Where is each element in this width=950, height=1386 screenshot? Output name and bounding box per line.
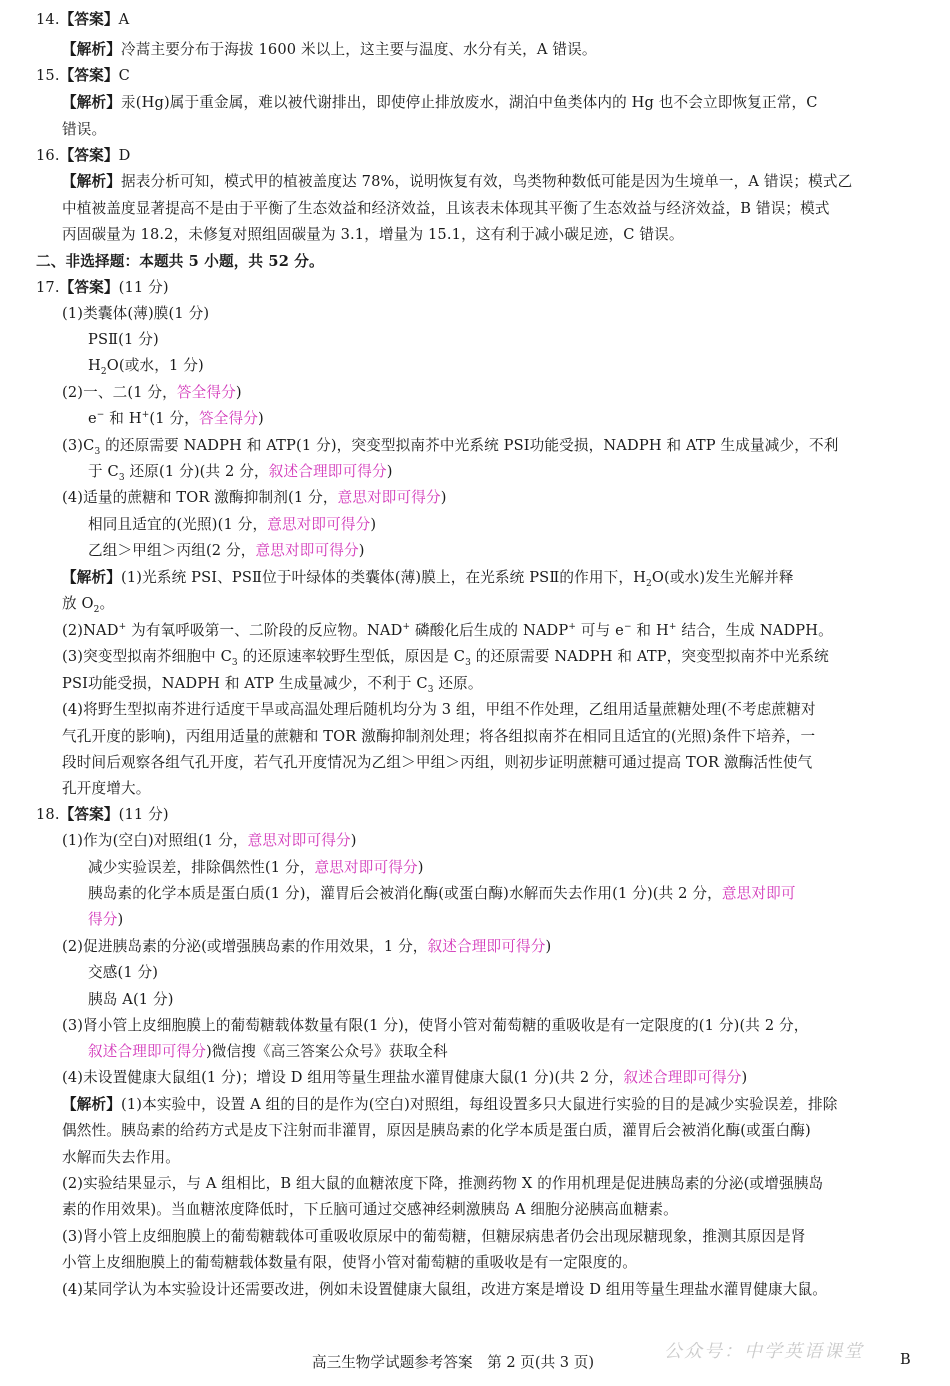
- q17-part1-line: PSⅡ(1 分): [88, 331, 159, 348]
- q17-part2: (2)一、二(1 分，答全得分): [62, 384, 242, 401]
- q16-analysis-cont: 中植被盖度显著提高不是由于平衡了生态效益和经济效益，且该表未体现其平衡了生态效益与经济效益，B 错误；模式: [62, 200, 830, 217]
- q18-analysis-4: (4)某同学认为本实验设计还需要改进，例如未设置健康大鼠组，改进方案是增设 D 组用等量生理盐水灌胃健康大鼠。: [62, 1281, 827, 1298]
- q14-answer: 14.【答案】A: [36, 11, 130, 28]
- q17-part4: (4)适量的蔗糖和 TOR 激酶抑制剂(1 分，意思对即可得分): [62, 489, 447, 506]
- footer-text: 高三生物学试题参考答案 第 2 页(共 3 页): [312, 1354, 595, 1371]
- page-footer: [0, 1341, 950, 1375]
- q18-part1-line-cont: 得分): [88, 911, 124, 928]
- q18-part4: (4)未设置健康大鼠组(1 分)；增设 D 组用等量生理盐水灌胃健康大鼠(1 分)(共 2 分，叙述合理即可得分): [62, 1069, 748, 1086]
- q17-part4-line: 乙组＞甲组＞丙组(2 分，意思对即可得分): [88, 542, 365, 559]
- q18-analysis: 【解析】(1)本实验中，设置 A 组的目的是作为(空白)对照组，每组设置多只大鼠进行实验的目的是减少实验误差，排除: [62, 1096, 838, 1113]
- q17-part3-cont: 于 $C_3$ 还原(1 分)(共 2 分，叙述合理即可得分): [88, 463, 393, 483]
- q18-analysis-cont: 偶然性。胰岛素的给药方式是皮下注射而非灌胃，原因是胰岛素的化学本质是蛋白质，灌胃后会被消化酶(或蛋白酶): [62, 1122, 811, 1139]
- q17-answer: 17.【答案】(11 分): [36, 279, 169, 296]
- q15-answer: 15.【答案】C: [36, 67, 130, 84]
- q18-analysis-2: (2)实验结果显示，与 A 组相比，B 组大鼠的血糖浓度下降，推测药物 X 的作用机理是促进胰岛素的分泌(或增强胰岛: [62, 1175, 824, 1192]
- q17-analysis-4: (4)将野生型拟南芥进行适度干旱或高温处理后随机均分为 3 组，甲组不作处理，乙组用适量蔗糖处理(不考虑蔗糖对: [62, 701, 816, 718]
- q18-part2: (2)促进胰岛素的分泌(或增强胰岛素的作用效果，1 分，叙述合理即可得分): [62, 938, 552, 955]
- q18-part2-line: 胰岛 A(1 分): [88, 991, 174, 1008]
- q17-analysis-2: (2)NAD+ 为有氧呼吸第一、二阶段的反应物。NAD+ 磷酸化后生成的 NADP+ 可与 e− 和 H+ 结合，生成 NADPH。: [62, 622, 833, 639]
- q18-analysis-2-cont: 素的作用效果)。当血糖浓度降低时，下丘脑可通过交感神经刺激胰岛 A 细胞分泌胰高血糖素。: [62, 1201, 678, 1218]
- q17-part4-line: 相同且适宜的(光照)(1 分，意思对即可得分): [88, 516, 377, 533]
- q18-part1: (1)作为(空白)对照组(1 分，意思对即可得分): [62, 832, 357, 849]
- q14-analysis: 【解析】冷蒿主要分布于海拔 1600 米以上，这主要与温度、水分有关，A 错误。: [62, 41, 597, 58]
- q17-analysis: 【解析】(1)光系统 PSⅠ、PSⅡ位于叶绿体的类囊体(薄)膜上，在光系统 PSⅡ的作用下，$H_2O$(或水)发生光解并释: [62, 569, 794, 589]
- watermark: 公众号：中学英语课堂: [664, 1341, 864, 1362]
- q17-analysis-4-cont: 孔开度增大。: [62, 780, 151, 797]
- q18-part2-line: 交感(1 分): [88, 964, 159, 981]
- q16-answer: 16.【答案】D: [36, 147, 131, 164]
- q17-part1-line: $H_2O$(或水，1 分): [88, 357, 204, 377]
- q17-analysis-3-cont: PSⅠ功能受损，NADPH 和 ATP 生成量减少，不利于 $C_3$ 还原。: [62, 675, 483, 695]
- q18-analysis-cont: 水解而失去作用。: [62, 1149, 180, 1166]
- section-heading: 二、非选择题：本题共 5 小题，共 52 分。: [36, 253, 324, 270]
- q18-part3: (3)肾小管上皮细胞膜上的葡萄糖载体数量有限(1 分)，使肾小管对葡萄糖的重吸收是有一定限度的(1 分)(共 2 分，: [62, 1017, 809, 1034]
- q17-part1: (1)类囊体(薄)膜(1 分): [62, 305, 210, 322]
- q15-analysis: 【解析】汞(Hg)属于重金属，难以被代谢排出，即使停止排放废水，湖泊中鱼类体内的 Hg 也不会立即恢复正常，C: [62, 94, 818, 111]
- q17-part3: $(3)C_3$ 的还原需要 NADPH 和 ATP(1 分)，突变型拟南芥中光系统 PSⅠ功能受损，NADPH 和 ATP 生成量减少，不利: [62, 437, 839, 457]
- q18-part1-line: 胰岛素的化学本质是蛋白质(1 分)，灌胃后会被消化酶(或蛋白酶)水解而失去作用(1 分)(共 2 分，意思对即可: [88, 885, 796, 902]
- q18-answer: 18.【答案】(11 分): [36, 806, 169, 823]
- q18-part1-line: 减少实验误差，排除偶然性(1 分，意思对即可得分): [88, 859, 424, 876]
- q18-analysis-3: (3)肾小管上皮细胞膜上的葡萄糖载体可重吸收原尿中的葡萄糖，但糖尿病患者仍会出现尿糖现象，推测其原因是肾: [62, 1228, 806, 1245]
- q17-analysis-cont: 放 $O_2$。: [62, 595, 115, 615]
- version-label: B: [900, 1351, 911, 1368]
- q17-analysis-4-cont: 段时间后观察各组气孔开度，若气孔开度情况为乙组＞甲组＞丙组，则初步证明蔗糖可通过提高 TOR 激酶活性使气: [62, 754, 813, 771]
- q17-part2-line: e− 和 H+(1 分，答全得分): [88, 410, 264, 427]
- q18-part3-cont: 叙述合理即可得分)微信搜《高三答案公众号》获取全科: [88, 1043, 448, 1060]
- q18-analysis-3-cont: 小管上皮细胞膜上的葡萄糖载体数量有限，使肾小管对葡萄糖的重吸收是有一定限度的。: [62, 1254, 638, 1271]
- q17-analysis-4-cont: 气孔开度的影响)，丙组用适量的蔗糖和 TOR 激酶抑制剂处理；将各组拟南芥在相同且适宜的(光照)条件下培养，一: [62, 728, 816, 745]
- q17-analysis-3: (3)突变型拟南芥细胞中 $C_3$ 的还原速率较野生型低，原因是 $C_3$ 的还原需要 NADPH 和 ATP，突变型拟南芥中光系统: [62, 648, 829, 668]
- q16-analysis-cont: 丙固碳量为 18.2，未修复对照组固碳量为 3.1，增量为 15.1，这有利于减小碳足迹，C 错误。: [62, 226, 684, 243]
- q15-analysis-cont: 错误。: [62, 121, 107, 138]
- q16-analysis: 【解析】据表分析可知，模式甲的植被盖度达 78%，说明恢复有效，鸟类物种数低可能是因为生境单一，A 错误；模式乙: [62, 173, 853, 190]
